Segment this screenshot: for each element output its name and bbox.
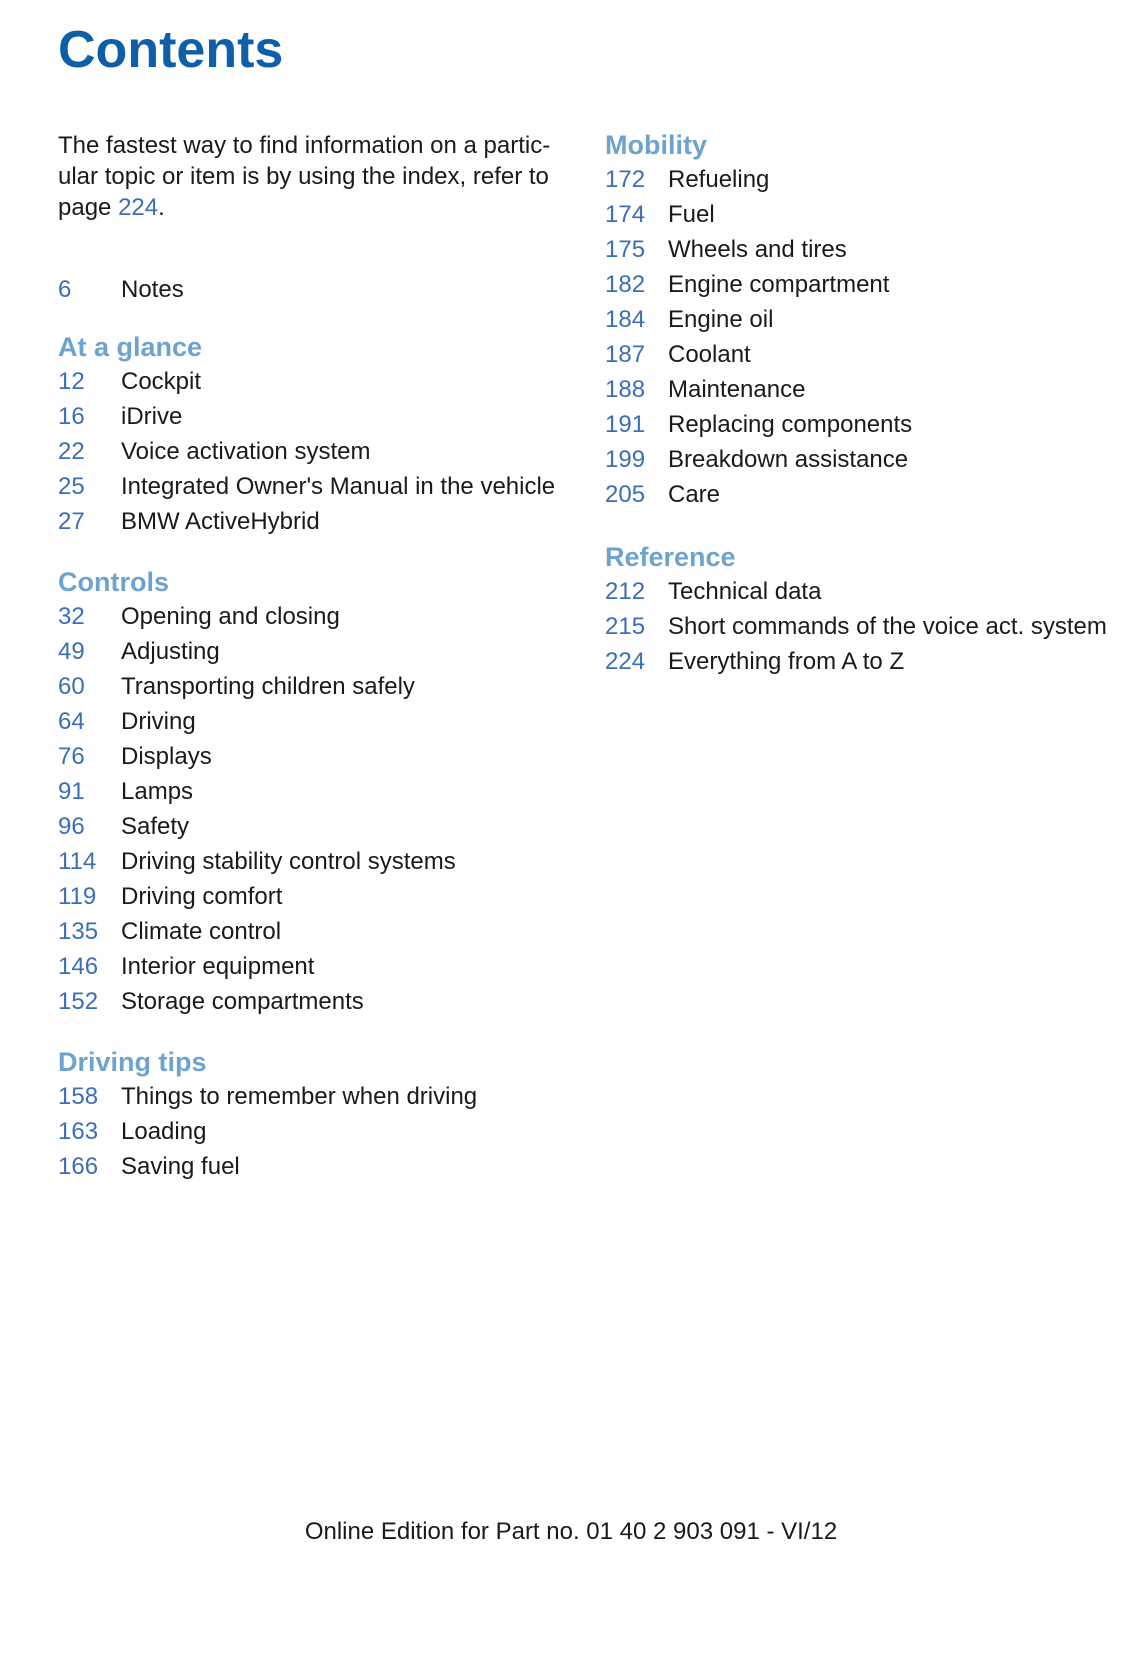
- toc-page-number: 152: [58, 988, 99, 1015]
- toc-page-number: 16: [58, 403, 85, 430]
- toc-entry[interactable]: [605, 644, 1125, 679]
- toc-entry-title: Driving comfort: [121, 883, 283, 910]
- section-heading: At a glance: [58, 332, 203, 362]
- intro-paragraph: [58, 130, 578, 223]
- toc-entry-title: Driving stability control systems: [121, 848, 456, 875]
- toc-entry[interactable]: [58, 774, 578, 809]
- toc-entry-title: Engine compartment: [668, 271, 890, 298]
- toc-entry-title: Notes: [121, 276, 184, 303]
- toc-entry[interactable]: [58, 669, 578, 704]
- toc-entry[interactable]: [58, 1079, 578, 1114]
- toc-entry-title: Climate control: [121, 918, 282, 945]
- toc-page-number: 22: [58, 438, 85, 465]
- toc-entry-title: Care: [668, 481, 721, 508]
- toc-entry[interactable]: [58, 599, 578, 634]
- toc-entry[interactable]: [58, 272, 578, 307]
- toc-entry[interactable]: [58, 364, 578, 399]
- toc-entry[interactable]: [605, 442, 1125, 477]
- toc-entry-title: BMW ActiveHybrid: [121, 508, 320, 535]
- toc-entry-title: Opening and closing: [121, 603, 340, 630]
- toc-page-number: 158: [58, 1083, 99, 1110]
- toc-entry[interactable]: [605, 574, 1125, 609]
- toc-entry[interactable]: [605, 162, 1125, 197]
- toc-entry-title: iDrive: [121, 403, 183, 430]
- footer-edition-note: Online Edition for Part no. 01 40 2 903 091 - VI/12: [304, 1518, 838, 1545]
- toc-entry[interactable]: [58, 984, 578, 1019]
- toc-page-number: 135: [58, 918, 99, 945]
- toc-page-number: 187: [605, 341, 646, 368]
- toc-entry[interactable]: [605, 609, 1125, 644]
- toc-entry-title: Fuel: [668, 201, 715, 228]
- toc-entry[interactable]: [605, 407, 1125, 442]
- toc-page-number: 64: [58, 708, 85, 735]
- toc-page-number: 96: [58, 813, 85, 840]
- toc-entry-title: Maintenance: [668, 376, 806, 403]
- toc-entry[interactable]: [58, 809, 578, 844]
- toc-entry[interactable]: [58, 704, 578, 739]
- toc-entry[interactable]: [58, 914, 578, 949]
- toc-entry-title: Wheels and tires: [668, 236, 847, 263]
- toc-entry-title: Adjusting: [121, 638, 220, 665]
- toc-entry-title: Displays: [121, 743, 212, 770]
- intro-text: The fastest way to find information on a particular topic or item is by using the index, refer to page: [58, 132, 551, 221]
- toc-page-number: 182: [605, 271, 646, 298]
- section-reference: [605, 540, 1125, 679]
- toc-page-number: 12: [58, 368, 85, 395]
- toc-list: [605, 574, 1125, 679]
- toc-page-number: 114: [58, 848, 97, 875]
- toc-entry-title: Things to remember when driving: [121, 1083, 478, 1110]
- toc-entry[interactable]: [58, 1114, 578, 1149]
- section-driving-tips: [58, 1045, 578, 1184]
- toc-entry[interactable]: [58, 879, 578, 914]
- toc-page-number: 205: [605, 481, 646, 508]
- toc-page-number: 49: [58, 638, 85, 665]
- toc-list: [58, 364, 578, 539]
- toc-entry[interactable]: [605, 302, 1125, 337]
- toc-entry-title: Saving fuel: [121, 1153, 240, 1180]
- toc-entry-title: Technical data: [668, 578, 822, 605]
- toc-entry-title: Refueling: [668, 166, 770, 193]
- toc-entry-title: Engine oil: [668, 306, 774, 333]
- toc-page-number: 212: [605, 578, 646, 605]
- index-page-link[interactable]: 224: [118, 194, 159, 221]
- toc-page-number: 172: [605, 166, 646, 193]
- toc-page-number: 146: [58, 953, 99, 980]
- intro-text-end: .: [158, 194, 165, 221]
- toc-entry-title: Integrated Owner's Manual in the vehicle: [121, 473, 556, 500]
- section-heading: Reference: [605, 542, 736, 572]
- section-mobility: [605, 128, 1125, 512]
- toc-entry[interactable]: [58, 504, 578, 539]
- toc-page-number: 119: [58, 883, 97, 910]
- toc-entry[interactable]: [58, 844, 578, 879]
- toc-page-number: 188: [605, 376, 646, 403]
- toc-list: [58, 272, 578, 307]
- toc-page-number: 215: [605, 613, 646, 640]
- page-title: Contents: [58, 21, 284, 79]
- toc-entry-title: Coolant: [668, 341, 751, 368]
- toc-page-number: 6: [58, 276, 72, 303]
- toc-entry-title: Loading: [121, 1118, 207, 1145]
- section-at-a-glance: [58, 330, 578, 539]
- section-heading: Controls: [58, 567, 169, 597]
- toc-entry[interactable]: [605, 337, 1125, 372]
- toc-list: [58, 599, 578, 1019]
- toc-list: [58, 1079, 578, 1184]
- toc-page-number: 76: [58, 743, 85, 770]
- toc-page-number: 191: [605, 411, 646, 438]
- toc-entry[interactable]: [605, 197, 1125, 232]
- toc-entry[interactable]: [58, 739, 578, 774]
- section-heading: Mobility: [605, 130, 707, 160]
- toc-entry[interactable]: [605, 232, 1125, 267]
- toc-entry[interactable]: [58, 434, 578, 469]
- toc-entry[interactable]: [58, 949, 578, 984]
- toc-entry[interactable]: [58, 399, 578, 434]
- toc-entry-title: Driving: [121, 708, 196, 735]
- toc-entry-title: Replacing components: [668, 411, 913, 438]
- toc-entry-title: Storage compartments: [121, 988, 364, 1015]
- toc-entry[interactable]: [605, 267, 1125, 302]
- section-notes: [58, 272, 578, 307]
- toc-entry-title: Interior equipment: [121, 953, 315, 980]
- toc-page-number: 60: [58, 673, 85, 700]
- toc-entry-title: Cockpit: [121, 368, 202, 395]
- toc-entry-title: Transporting children safely: [121, 673, 415, 700]
- toc-entry[interactable]: [605, 372, 1125, 407]
- toc-entry[interactable]: [58, 469, 578, 504]
- toc-entry-title: Breakdown assistance: [668, 446, 909, 473]
- toc-page-number: 174: [605, 201, 646, 228]
- toc-entry-title: Voice activation system: [121, 438, 371, 465]
- toc-entry-title: Safety: [121, 813, 190, 840]
- toc-entry-title: Lamps: [121, 778, 194, 805]
- toc-list: [605, 162, 1125, 512]
- toc-entry[interactable]: [58, 1149, 578, 1184]
- toc-entry-title: Everything from A to Z: [668, 648, 905, 675]
- toc-entry[interactable]: [605, 477, 1125, 512]
- toc-page-number: 166: [58, 1153, 99, 1180]
- toc-page-number: 91: [58, 778, 85, 805]
- toc-page-number: 32: [58, 603, 85, 630]
- toc-page-number: 199: [605, 446, 646, 473]
- toc-page-number: 25: [58, 473, 85, 500]
- section-heading: Driving tips: [58, 1047, 207, 1077]
- toc-page-number: 184: [605, 306, 646, 333]
- toc-entry-title: Short commands of the voice act. system: [668, 613, 1107, 640]
- toc-page-number: 27: [58, 508, 85, 535]
- toc-entry[interactable]: [58, 634, 578, 669]
- toc-page-number: 163: [58, 1118, 99, 1145]
- section-controls: [58, 565, 578, 1019]
- toc-page-number: 224: [605, 648, 646, 675]
- toc-page-number: 175: [605, 236, 646, 263]
